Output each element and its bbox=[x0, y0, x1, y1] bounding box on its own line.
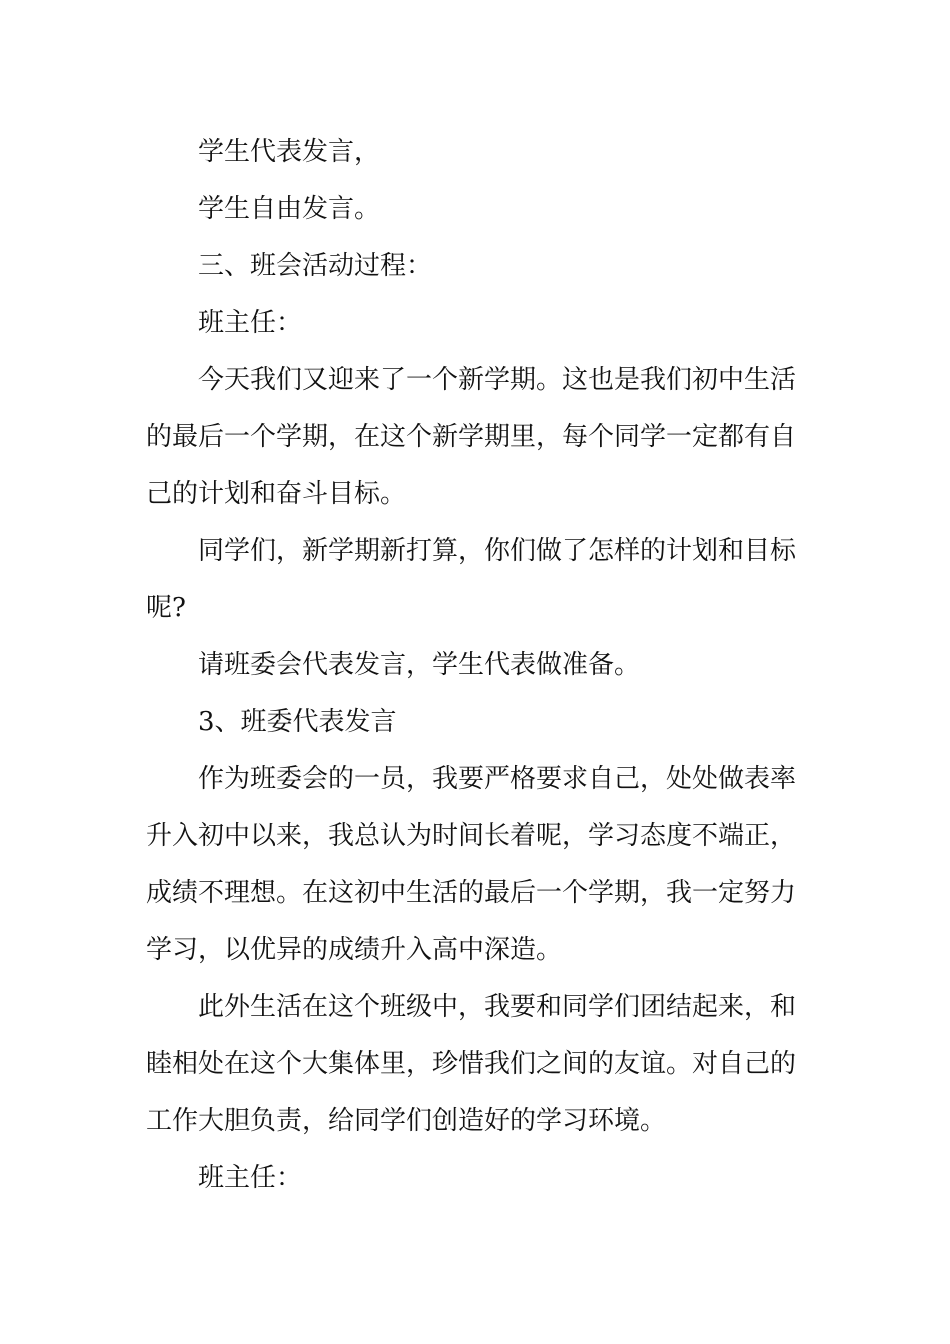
paragraph-class-unity bbox=[146, 979, 810, 1150]
paragraph-student-rep-speech bbox=[146, 124, 810, 181]
text-line: 学生代表发言， bbox=[198, 137, 381, 167]
text-line: 作为班委会的一员，我要严格要求自己，处处做表率 bbox=[198, 764, 797, 794]
text-line: 成绩不理想。在这初中生活的最后一个学期，我一定努力 bbox=[146, 878, 797, 908]
paragraph-new-semester bbox=[146, 352, 810, 523]
text-line: 请班委会代表发言，学生代表做准备。 bbox=[198, 650, 641, 680]
speaker-label bbox=[146, 1150, 810, 1207]
paragraph-free-speech bbox=[146, 181, 810, 238]
text-line: 工作大胆负责，给同学们创造好的学习环境。 bbox=[146, 1106, 667, 1136]
text-line: 此外生活在这个班级中，我要和同学们团结起来，和 bbox=[198, 992, 797, 1022]
speaker-label bbox=[146, 295, 810, 352]
paragraph-committee-speech bbox=[146, 751, 810, 979]
document-body bbox=[146, 124, 810, 1207]
text-line: 班主任： bbox=[198, 308, 303, 338]
text-line: 睦相处在这个大集体里，珍惜我们之间的友谊。对自己的 bbox=[146, 1049, 797, 1079]
text-line: 三、班会活动过程： bbox=[198, 251, 433, 281]
text-line: 学习，以优异的成绩升入高中深造。 bbox=[146, 935, 563, 965]
section-subheading bbox=[146, 694, 810, 751]
text-line: 升入初中以来，我总认为时间长着呢，学习态度不端正， bbox=[146, 821, 797, 851]
text-line: 学生自由发言。 bbox=[198, 194, 381, 224]
text-line: 同学们，新学期新打算，你们做了怎样的计划和目标 bbox=[198, 536, 797, 566]
text-line: 今天我们又迎来了一个新学期。这也是我们初中生活 bbox=[198, 365, 797, 395]
text-line: 呢? bbox=[146, 593, 186, 623]
paragraph-question bbox=[146, 523, 810, 637]
text-line: 的最后一个学期，在这个新学期里，每个同学一定都有自 bbox=[146, 422, 797, 452]
paragraph-invite-speech bbox=[146, 637, 810, 694]
text-line: 班主任： bbox=[198, 1163, 303, 1193]
text-line: 3、班委代表发言 bbox=[198, 707, 397, 737]
section-heading bbox=[146, 238, 810, 295]
text-line: 己的计划和奋斗目标。 bbox=[146, 479, 407, 509]
